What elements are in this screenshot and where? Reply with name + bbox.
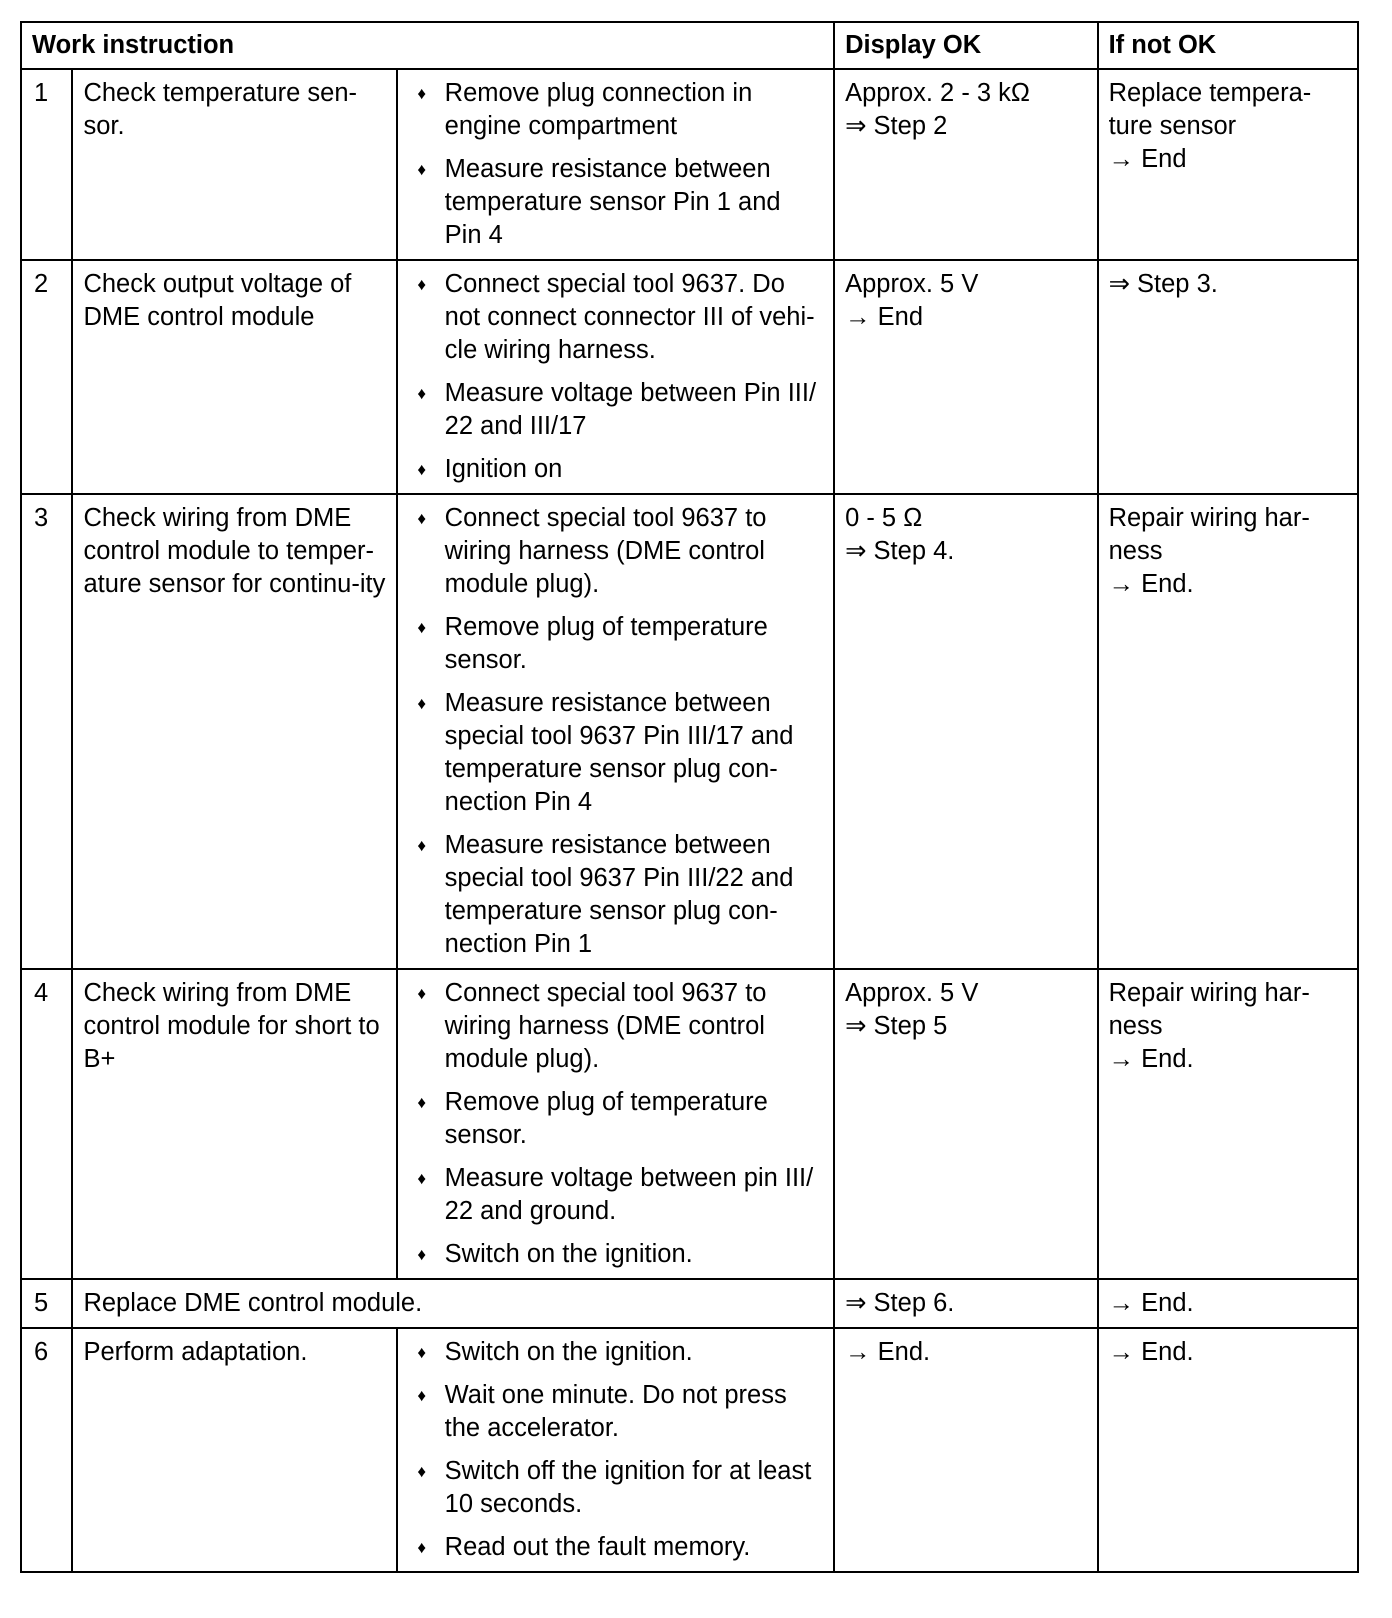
table-row: [21, 1328, 1358, 1572]
bullet-diamond-icon: ♦: [417, 160, 426, 179]
bullet-diamond-icon: ♦: [417, 1538, 426, 1557]
action-list: [408, 77, 823, 252]
if-not-ok-next: → End.: [1108, 570, 1194, 598]
if-not-ok-cell: [1098, 69, 1358, 260]
bullet-diamond-icon: ♦: [417, 275, 426, 294]
bullet-diamond-icon: ♦: [417, 984, 426, 1003]
step-number: 2: [21, 260, 72, 494]
if-not-ok-cell: [1098, 1328, 1358, 1572]
if-not-ok-next: → End.: [1108, 1289, 1194, 1317]
if-not-ok-cell: [1098, 260, 1358, 494]
list-item: ♦ Ignition on: [408, 453, 823, 486]
list-item: ♦ Switch on the ignition.: [408, 1238, 823, 1271]
display-ok-cell: [834, 260, 1097, 494]
display-ok-next: ⇒ Step 4.: [845, 537, 955, 565]
if-not-ok-action: Repair wiring har-ness: [1108, 504, 1310, 565]
table-row: [21, 494, 1358, 969]
check-description: Perform adaptation.: [72, 1328, 396, 1572]
header-work-instruction: Work instruction: [21, 22, 834, 69]
bullet-diamond-icon: ♦: [417, 509, 426, 528]
list-item: ♦ Remove plug of temperature sensor.: [408, 611, 823, 677]
if-not-ok-cell: [1098, 1279, 1358, 1328]
list-item: ♦ Connect special tool 9637 to wiring harness (DME control module plug).: [408, 977, 823, 1076]
display-ok-next: → End: [845, 303, 924, 331]
display-ok-cell: [834, 1279, 1097, 1328]
list-item: ♦ Wait one minute. Do not press the accelerator.: [408, 1379, 823, 1445]
if-not-ok-next: ⇒ Step 3.: [1108, 270, 1218, 298]
bullet-diamond-icon: ♦: [417, 694, 426, 713]
display-ok-cell: [834, 969, 1097, 1279]
bullet-diamond-icon: ♦: [417, 1093, 426, 1112]
list-item: ♦ Remove plug connection in engine compartment: [408, 77, 823, 143]
step-number: 4: [21, 969, 72, 1279]
list-item: ♦ Remove plug of temperature sensor.: [408, 1086, 823, 1152]
list-item: ♦ Measure resistance between temperature sensor Pin 1 and Pin 4: [408, 153, 823, 252]
if-not-ok-action: Replace tempera-ture sensor: [1108, 79, 1312, 140]
list-item: ♦ Connect special tool 9637. Do not connect connector III of vehi-cle wiring harness.: [408, 268, 823, 367]
table-row: [21, 260, 1358, 494]
if-not-ok-action: Repair wiring har-ness: [1108, 979, 1310, 1040]
display-ok-cell: [834, 494, 1097, 969]
list-item: ♦ Measure resistance between special tool 9637 Pin III/22 and temperature sensor plug con-nection Pin 1: [408, 829, 823, 961]
if-not-ok-next: → End.: [1108, 1045, 1194, 1073]
table-header-row: [21, 22, 1358, 69]
header-display-ok: Display OK: [834, 22, 1097, 69]
step-number: 5: [21, 1279, 72, 1328]
action-list-cell: [397, 1328, 834, 1572]
bullet-diamond-icon: ♦: [417, 84, 426, 103]
bullet-diamond-icon: ♦: [417, 618, 426, 637]
bullet-diamond-icon: ♦: [417, 1462, 426, 1481]
if-not-ok-next: → End: [1108, 145, 1187, 173]
action-list-cell: [397, 69, 834, 260]
list-item: ♦ Measure voltage between pin III/ 22 and ground.: [408, 1162, 823, 1228]
display-ok-next: ⇒ Step 5: [845, 1012, 948, 1040]
table-row: [21, 69, 1358, 260]
action-list: [408, 977, 823, 1271]
bullet-diamond-icon: ♦: [417, 1386, 426, 1405]
step-number: 1: [21, 69, 72, 260]
display-ok-value: Approx. 5 V: [845, 270, 979, 298]
table-row: [21, 1279, 1358, 1328]
bullet-diamond-icon: ♦: [417, 836, 426, 855]
action-list: [408, 268, 823, 486]
display-ok-value: Approx. 5 V: [845, 979, 979, 1007]
if-not-ok-cell: [1098, 969, 1358, 1279]
display-ok-value: Approx. 2 - 3 kΩ: [845, 79, 1030, 107]
bullet-diamond-icon: ♦: [417, 1343, 426, 1362]
action-list: [408, 502, 823, 961]
display-ok-next: ⇒ Step 2: [845, 112, 948, 140]
list-item: ♦ Read out the fault memory.: [408, 1531, 823, 1564]
header-if-not-ok: If not OK: [1098, 22, 1358, 69]
display-ok-next: ⇒ Step 6.: [845, 1289, 955, 1317]
check-description: Check wiring from DME control module for short to B+: [72, 969, 396, 1279]
display-ok-next: → End.: [845, 1338, 931, 1366]
display-ok-value: 0 - 5 Ω: [845, 504, 923, 532]
display-ok-cell: [834, 1328, 1097, 1572]
list-item: ♦ Connect special tool 9637 to wiring harness (DME control module plug).: [408, 502, 823, 601]
action-list: [408, 1336, 823, 1564]
bullet-diamond-icon: ♦: [417, 384, 426, 403]
display-ok-cell: [834, 69, 1097, 260]
list-item: ♦ Switch on the ignition.: [408, 1336, 823, 1369]
if-not-ok-cell: [1098, 494, 1358, 969]
check-description: Replace DME control module.: [72, 1279, 834, 1328]
if-not-ok-next: → End.: [1108, 1338, 1194, 1366]
step-number: 6: [21, 1328, 72, 1572]
check-description: Check output voltage of DME control module: [72, 260, 396, 494]
action-list-cell: [397, 969, 834, 1279]
action-list-cell: [397, 260, 834, 494]
action-list-cell: [397, 494, 834, 969]
bullet-diamond-icon: ♦: [417, 1169, 426, 1188]
list-item: ♦ Switch off the ignition for at least 10 seconds.: [408, 1455, 823, 1521]
work-instruction-table: [20, 21, 1359, 1573]
bullet-diamond-icon: ♦: [417, 1245, 426, 1264]
table-row: [21, 969, 1358, 1279]
list-item: ♦ Measure voltage between Pin III/ 22 and III/17: [408, 377, 823, 443]
check-description: Check temperature sen-sor.: [72, 69, 396, 260]
check-description: Check wiring from DME control module to temper-ature sensor for continu-ity: [72, 494, 396, 969]
step-number: 3: [21, 494, 72, 969]
list-item: ♦ Measure resistance between special tool 9637 Pin III/17 and temperature sensor plug con-nection Pin 4: [408, 687, 823, 819]
bullet-diamond-icon: ♦: [417, 460, 426, 479]
